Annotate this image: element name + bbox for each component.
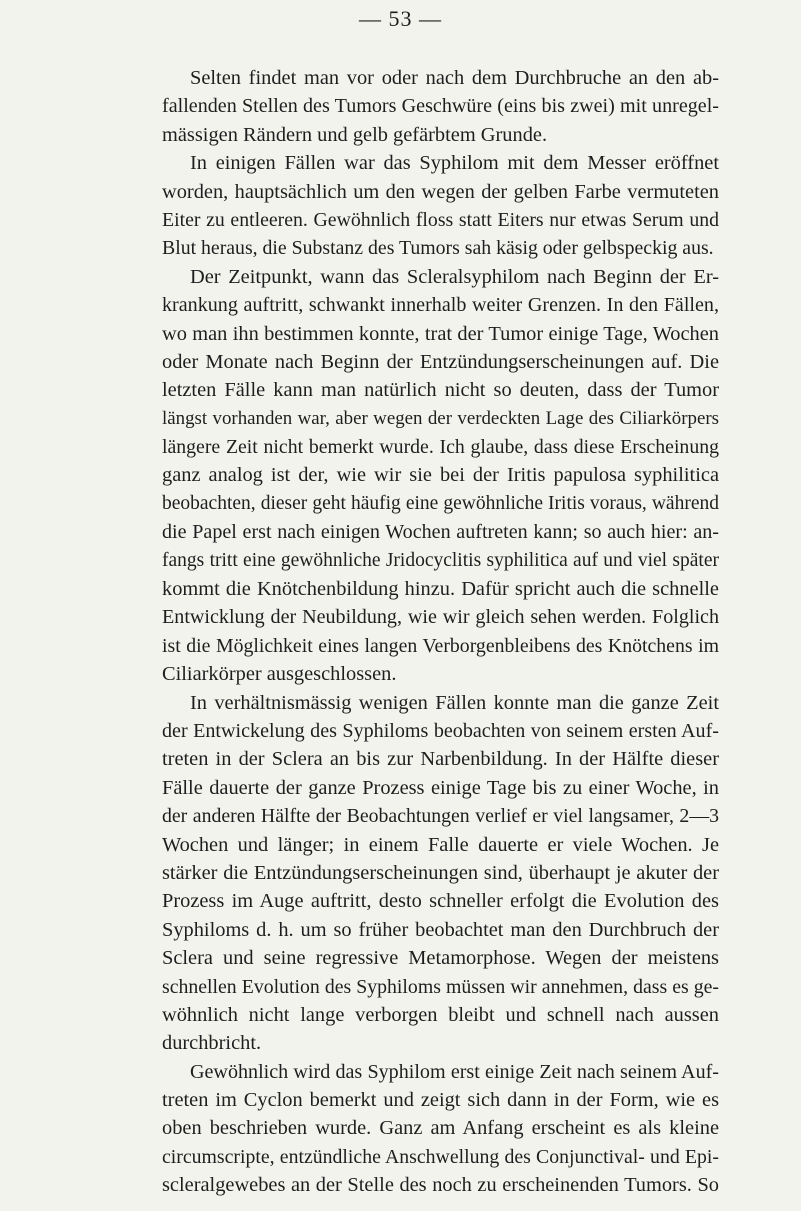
text-line: Gewöhnlich wird das Syphilom erst einige Zeit nach seinem Auf- bbox=[190, 1060, 719, 1083]
text-line: kommt die Knötchenbildung hinzu. Dafür spricht auch die schnelle bbox=[162, 578, 719, 601]
text-line: circumscripte, entzündliche Anschwellung des Conjunctival- und Epi- bbox=[162, 1145, 719, 1168]
text-line: fallenden Stellen des Tumors Geschwüre (eins bis zwei) mit unregel- bbox=[162, 95, 719, 118]
text-line: Entwicklung der Neubildung, wie wir gleich sehen werden. Folglich bbox=[162, 606, 719, 629]
text-line: oben beschrieben wurde. Ganz am Anfang erscheint es als kleine bbox=[162, 1117, 719, 1140]
text-line: Wochen und länger; in einem Falle dauerte er viele Wochen. Je bbox=[162, 833, 719, 856]
text-line: oder Monate nach Beginn der Entzündungserscheinungen auf. Die bbox=[162, 350, 719, 373]
text-line: schnellen Evolution des Syphiloms müssen wir annehmen, dass es ge- bbox=[162, 975, 719, 998]
page-number: — 53 — bbox=[359, 6, 442, 31]
text-line: Eiter zu entleeren. Gewöhnlich floss statt Eiters nur etwas Serum und bbox=[162, 208, 719, 231]
text-line: Der Zeitpunkt, wann das Scleralsyphilom nach Beginn der Er- bbox=[190, 265, 719, 288]
text-line: ganz analog ist der, wie wir sie bei der Iritis papulosa syphilitica bbox=[162, 464, 719, 487]
text-line: ist die Möglichkeit eines langen Verborgenbleibens des Knötchens im bbox=[162, 634, 719, 657]
text-line: wo man ihn bestimmen konnte, trat der Tumor einige Tage, Wochen bbox=[162, 322, 719, 345]
text-line: längere Zeit nicht bemerkt wurde. Ich glaube, dass diese Erscheinung bbox=[162, 436, 719, 459]
text-line: mässigen Rändern und gelb gefärbtem Grunde. bbox=[162, 123, 548, 146]
text-line: durchbricht. bbox=[162, 1032, 262, 1055]
text-line: worden, hauptsächlich um den wegen der gelben Farbe vermuteten bbox=[162, 180, 719, 203]
text-line: Fälle dauerte der ganze Prozess einige Tage bis zu einer Woche, in bbox=[162, 776, 719, 799]
text-line: Syphiloms d. h. um so früher beobachtet man den Durchbruch der bbox=[162, 918, 719, 941]
text-line: In verhältnismässig wenigen Fällen konnte man die ganze Zeit bbox=[190, 691, 719, 714]
text-line: Selten findet man vor oder nach dem Durchbruche an den ab- bbox=[190, 67, 719, 89]
text-line: scleralgewebes an der Stelle des noch zu erscheinenden Tumors. So bbox=[162, 1174, 719, 1197]
text-line: letzten Fälle kann man natürlich nicht so deuten, dass der Tumor bbox=[162, 379, 719, 402]
text-line: längst vorhanden war, aber wegen der verdeckten Lage des Ciliarkörpers bbox=[162, 407, 719, 429]
text-line: In einigen Fällen war das Syphilom mit dem Messer eröffnet bbox=[190, 152, 719, 175]
body-text bbox=[162, 64, 719, 1200]
text-line: treten in der Sclera an bis zur Narbenbildung. In der Hälfte dieser bbox=[162, 748, 719, 771]
text-line: Blut heraus, die Substanz des Tumors sah käsig oder gelbspeckig aus. bbox=[162, 237, 714, 260]
text-line: Prozess im Auge auftritt, desto schneller erfolgt die Evolution des bbox=[162, 890, 719, 913]
text-line: stärker die Entzündungserscheinungen sind, überhaupt je akuter der bbox=[162, 861, 719, 884]
text-line: wöhnlich nicht lange verborgen bleibt und schnell nach aussen bbox=[162, 1003, 719, 1026]
text-line: der anderen Hälfte der Beobachtungen verlief er viel langsamer, 2—3 bbox=[162, 805, 719, 828]
text-line: treten im Cyclon bemerkt und zeigt sich dann in der Form, wie es bbox=[162, 1089, 719, 1112]
text-line: fangs tritt eine gewöhnliche Jridocyclitis syphilitica auf und viel später bbox=[162, 549, 719, 571]
text-line: der Entwickelung des Syphiloms beobachten von seinem ersten Auf- bbox=[162, 719, 719, 742]
text-line: beobachten, dieser geht häufig eine gewöhnliche Iritis voraus, während bbox=[162, 492, 719, 514]
text-line: Sclera und seine regressive Metamorphose. Wegen der meistens bbox=[162, 947, 719, 970]
text-line: Ciliarkörper ausgeschlossen. bbox=[162, 663, 397, 686]
text-line: krankung auftritt, schwankt innerhalb weiter Grenzen. In den Fällen, bbox=[162, 294, 719, 317]
text-line: die Papel erst nach einigen Wochen auftreten kann; so auch hier: an- bbox=[162, 521, 719, 544]
